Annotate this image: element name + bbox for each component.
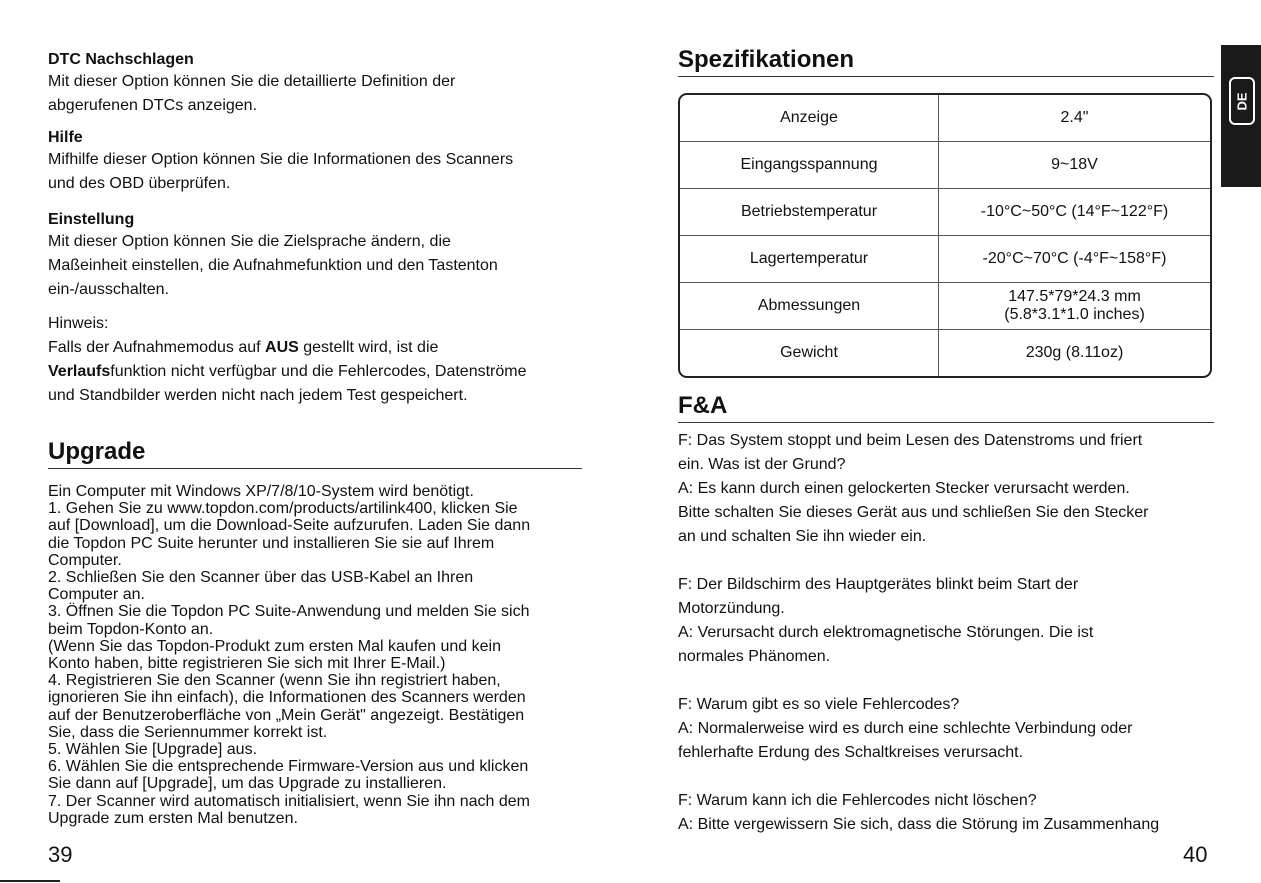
faq-line: A: Bitte vergewissern Sie sich, dass die Störung im Zusammenhang bbox=[678, 816, 1160, 833]
faq-body bbox=[678, 429, 1214, 837]
upgrade-line: 1. Gehen Sie zu www.topdon.com/products/artilink400, klicken Sie bbox=[48, 500, 518, 518]
faq-line: F: Warum kann ich die Fehlercodes nicht löschen? bbox=[678, 792, 1037, 809]
faq-line: ein. Was ist der Grund? bbox=[678, 456, 846, 473]
spec-value-line: 9~18V bbox=[1051, 156, 1098, 173]
upgrade-line: auf der Benutzeroberfläche von „Mein Gerät" angezeigt. Bestätigen bbox=[48, 706, 525, 724]
section-line: Mit dieser Option können Sie die detaillierte Definition der bbox=[48, 73, 456, 90]
faq-section bbox=[678, 392, 1214, 837]
faq-spacer bbox=[678, 669, 1214, 693]
faq-line: F: Warum gibt es so viele Fehlercodes? bbox=[678, 696, 960, 713]
specs-title: Spezifikationen bbox=[678, 46, 1214, 77]
specs-section bbox=[678, 46, 1214, 378]
page-number-left: 39 bbox=[48, 842, 73, 867]
spec-value bbox=[939, 142, 1210, 189]
faq-line: A: Es kann durch einen gelockerten Stecker verursacht werden. bbox=[678, 480, 1130, 497]
spec-value-line: -20°C~70°C (-4°F~158°F) bbox=[982, 250, 1167, 267]
faq-line: an und schalten Sie ihn wieder ein. bbox=[678, 528, 927, 545]
spec-row bbox=[680, 236, 1210, 283]
section-line: und des OBD überprüfen. bbox=[48, 175, 231, 192]
upgrade-steps bbox=[48, 483, 582, 827]
upgrade-line: Computer. bbox=[48, 551, 122, 569]
spec-value-line: 230g (8.11oz) bbox=[1025, 344, 1124, 361]
spec-value bbox=[939, 330, 1210, 376]
section-title: Hilfe bbox=[48, 129, 83, 146]
note-block bbox=[48, 312, 588, 408]
faq-line: F: Der Bildschirm des Hauptgerätes blinkt beim Start der bbox=[678, 576, 1079, 593]
spec-value-line: 147.5*79*24.3 mm bbox=[1008, 288, 1141, 305]
section-line: abgerufenen DTCs anzeigen. bbox=[48, 97, 258, 114]
upgrade-line: 7. Der Scanner wird automatisch initialisiert, wenn Sie ihn nach dem bbox=[48, 792, 531, 810]
upgrade-line: beim Topdon-Konto an. bbox=[48, 620, 214, 638]
upgrade-line: auf [Download], um die Download-Seite aufzurufen. Laden Sie dann bbox=[48, 517, 531, 535]
spec-value-line: 2.4" bbox=[1060, 109, 1089, 126]
note-label: Hinweis: bbox=[48, 315, 109, 332]
section-dtc bbox=[48, 50, 588, 118]
section-einstellung bbox=[48, 210, 588, 302]
upgrade-line: die Topdon PC Suite herunter und installieren Sie sie auf Ihrem bbox=[48, 534, 495, 552]
upgrade-line: Sie dann auf [Upgrade], um das Upgrade zu installieren. bbox=[48, 775, 447, 793]
spec-value bbox=[939, 236, 1210, 283]
faq-title: F&A bbox=[678, 392, 1214, 423]
upgrade-title: Upgrade bbox=[48, 438, 582, 469]
note-line-3: und Standbilder werden nicht nach jedem Test gespeichert. bbox=[48, 387, 468, 404]
faq-line: Bitte schalten Sie dieses Gerät aus und schließen Sie den Stecker bbox=[678, 504, 1149, 521]
section-line: Mifhilfe dieser Option können Sie die Informationen des Scanners bbox=[48, 151, 514, 168]
right-page bbox=[678, 0, 1214, 837]
section-hilfe bbox=[48, 128, 588, 196]
spec-value-line: (5.8*3.1*1.0 inches) bbox=[1004, 306, 1145, 323]
specs-table bbox=[678, 93, 1212, 378]
spec-row bbox=[680, 330, 1210, 376]
section-title: Einstellung bbox=[48, 211, 135, 228]
section-line: Mit dieser Option können Sie die Zielsprache ändern, die bbox=[48, 233, 451, 250]
language-tab-label: DE bbox=[1234, 91, 1250, 111]
spec-value bbox=[939, 95, 1210, 142]
spec-key: Gewicht bbox=[680, 330, 939, 376]
upgrade-line: Konto haben, bitte registrieren Sie sich mit Ihrer E-Mail.) bbox=[48, 655, 446, 673]
spec-row bbox=[680, 283, 1210, 330]
language-tab bbox=[1221, 45, 1261, 187]
upgrade-line: 6. Wählen Sie die entsprechende Firmware-Version aus und klicken bbox=[48, 758, 529, 776]
spec-value-line: -10°C~50°C (14°F~122°F) bbox=[980, 203, 1169, 220]
spec-row bbox=[680, 142, 1210, 189]
upgrade-line: 2. Schließen Sie den Scanner über das USB-Kabel an Ihren bbox=[48, 569, 474, 587]
spec-key: Abmessungen bbox=[680, 283, 939, 330]
upgrade-line: ignorieren Sie ihn einfach), die Informationen des Scanners werden bbox=[48, 689, 526, 707]
note-line-1: Falls der Aufnahmemodus auf AUS gestellt wird, ist die bbox=[48, 339, 439, 356]
language-tab-badge bbox=[1229, 77, 1255, 125]
page-number-right: 40 bbox=[1183, 842, 1208, 867]
left-page bbox=[48, 0, 588, 827]
spec-row bbox=[680, 189, 1210, 236]
section-title: DTC Nachschlagen bbox=[48, 51, 194, 68]
faq-line: A: Verursacht durch elektromagnetische Störungen. Die ist bbox=[678, 624, 1094, 641]
faq-line: Motorzündung. bbox=[678, 600, 785, 617]
faq-line: fehlerhafte Erdung des Schaltkreises verursacht. bbox=[678, 744, 1024, 761]
spec-value bbox=[939, 189, 1210, 236]
faq-line: normales Phänomen. bbox=[678, 648, 831, 665]
upgrade-line: 4. Registrieren Sie den Scanner (wenn Sie ihn registriert haben, bbox=[48, 672, 501, 690]
upgrade-section bbox=[48, 438, 582, 827]
upgrade-line: 3. Öffnen Sie die Topdon PC Suite-Anwendung und melden Sie sich bbox=[48, 603, 530, 621]
bottom-rule bbox=[0, 880, 60, 882]
faq-line: F: Das System stoppt und beim Lesen des Datenstroms und friert bbox=[678, 432, 1143, 449]
spec-key: Eingangsspannung bbox=[680, 142, 939, 189]
spec-key: Betriebstemperatur bbox=[680, 189, 939, 236]
faq-line: A: Normalerweise wird es durch eine schlechte Verbindung oder bbox=[678, 720, 1133, 737]
faq-spacer bbox=[678, 765, 1214, 789]
upgrade-line: Ein Computer mit Windows XP/7/8/10-System wird benötigt. bbox=[48, 483, 474, 500]
spec-row bbox=[680, 95, 1210, 142]
upgrade-line: Upgrade zum ersten Mal benutzen. bbox=[48, 809, 298, 827]
upgrade-line: (Wenn Sie das Topdon-Produkt zum ersten Mal kaufen und kein bbox=[48, 637, 501, 655]
faq-spacer bbox=[678, 549, 1214, 573]
spec-value bbox=[939, 283, 1210, 330]
section-line: Maßeinheit einstellen, die Aufnahmefunktion und den Tastenton bbox=[48, 257, 498, 274]
upgrade-line: Computer an. bbox=[48, 586, 145, 604]
note-line-2: Verlaufsfunktion nicht verfügbar und die Fehlercodes, Datenströme bbox=[48, 363, 527, 380]
spec-key: Lagertemperatur bbox=[680, 236, 939, 283]
spec-key: Anzeige bbox=[680, 95, 939, 142]
section-line: ein-/ausschalten. bbox=[48, 281, 169, 298]
upgrade-line: Sie, dass die Seriennummer korrekt ist. bbox=[48, 723, 328, 741]
upgrade-line: 5. Wählen Sie [Upgrade] aus. bbox=[48, 741, 258, 759]
